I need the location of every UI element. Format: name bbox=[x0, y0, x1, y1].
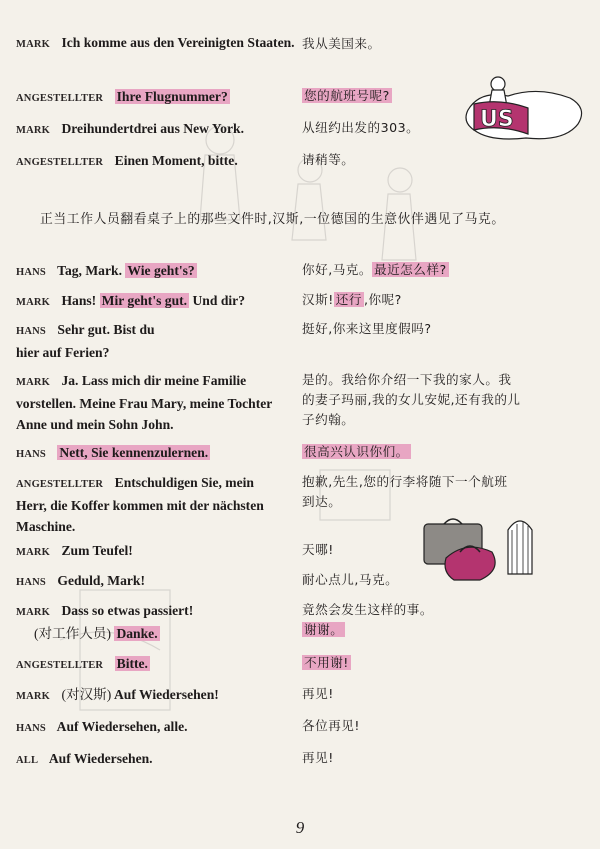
german-line bbox=[16, 748, 301, 771]
chinese-line: 是的。我给你介绍一下我的家人。我的妻子玛丽,我的女儿安妮,还有我的儿子约翰。 bbox=[302, 372, 521, 427]
speaker-label: HANS bbox=[16, 326, 46, 337]
chinese-line: 各位再见! bbox=[302, 718, 360, 733]
german-text: Auf Wiedersehen. bbox=[48, 751, 153, 766]
chinese-line bbox=[302, 600, 532, 640]
chinese-line bbox=[302, 290, 532, 310]
german-text: Hans! bbox=[61, 293, 97, 308]
german-text: Sehr gut. Bist du hier auf Ferien? bbox=[16, 322, 155, 360]
chinese-line: 挺好,你来这里度假吗? bbox=[302, 321, 432, 336]
highlighted-phrase: 最近怎么样? bbox=[373, 262, 447, 277]
speaker-label: MARK bbox=[16, 377, 51, 388]
speaker-label: MARK bbox=[16, 39, 51, 50]
speaker-label: MARK bbox=[16, 691, 51, 702]
us-sign-illustration bbox=[460, 68, 590, 150]
german-line bbox=[16, 570, 301, 593]
chinese-line: 我从美国来。 bbox=[302, 36, 381, 51]
highlighted-phrase: 谢谢。 bbox=[304, 622, 344, 637]
chinese-text: 汉斯! bbox=[302, 292, 334, 307]
german-text: Ich komme aus den Vereinigten Staaten. bbox=[61, 35, 295, 50]
chinese-line bbox=[302, 653, 532, 673]
stage-direction: (对工作人员) bbox=[34, 626, 112, 641]
highlighted-phrase: Wie geht's? bbox=[127, 263, 195, 278]
chinese-line: 抱歉,先生,您的行李将随下一个航班到达。 bbox=[302, 474, 508, 509]
highlighted-phrase: 很高兴认识你们。 bbox=[304, 444, 409, 459]
chinese-line: 再见! bbox=[302, 750, 334, 765]
chinese-text: 竟然会发生这样的事。 bbox=[302, 602, 433, 617]
highlighted-phrase: Danke. bbox=[116, 626, 158, 641]
german-line bbox=[16, 370, 301, 435]
german-line bbox=[16, 150, 301, 173]
highlighted-phrase: Ihre Flugnummer? bbox=[116, 89, 228, 104]
speaker-label: ANGESTELLTER bbox=[16, 479, 104, 490]
speaker-label: ANGESTELLTER bbox=[16, 93, 104, 104]
speaker-label: MARK bbox=[16, 297, 51, 308]
speaker-label: HANS bbox=[16, 577, 46, 588]
german-text: Auf Wiedersehen! bbox=[113, 687, 219, 702]
german-line bbox=[16, 319, 176, 363]
german-line bbox=[16, 653, 301, 676]
speaker-label: HANS bbox=[16, 267, 46, 278]
chinese-line: 耐心点儿,马克。 bbox=[302, 572, 399, 587]
german-text: Auf Wiedersehen, alle. bbox=[56, 719, 188, 734]
german-line bbox=[16, 600, 301, 644]
speaker-label: ANGESTELLTER bbox=[16, 157, 104, 168]
german-text: Entschuldigen Sie, mein Herr, die Koffer kommen mit der nächsten Maschine. bbox=[16, 475, 264, 534]
german-line bbox=[16, 118, 301, 141]
chinese-line: 再见! bbox=[302, 686, 334, 701]
narration-text: 正当工作人员翻看桌子上的那些文件时,汉斯,一位德国的生意伙伴遇见了马克。 bbox=[40, 212, 505, 227]
highlighted-phrase: 不用谢! bbox=[304, 655, 349, 670]
german-line bbox=[16, 472, 286, 537]
german-text: Dass so etwas passiert! bbox=[61, 603, 194, 618]
chinese-line bbox=[302, 442, 532, 462]
german-text: Einen Moment, bitte. bbox=[114, 153, 238, 168]
chinese-line bbox=[302, 260, 532, 280]
german-line bbox=[16, 540, 301, 563]
page-number: 9 bbox=[295, 818, 305, 837]
german-line bbox=[16, 32, 301, 55]
highlighted-phrase: 还行 bbox=[335, 292, 362, 307]
us-sign-text: US bbox=[480, 107, 514, 132]
chinese-text: ,你呢? bbox=[363, 292, 402, 307]
german-line bbox=[16, 716, 301, 739]
german-text: Und dir? bbox=[192, 293, 245, 308]
german-line bbox=[16, 290, 301, 313]
chinese-line: 请稍等。 bbox=[302, 152, 355, 167]
highlighted-phrase: Bitte. bbox=[116, 656, 148, 671]
chinese-text: 你好,马克。 bbox=[302, 262, 372, 277]
german-text: Ja. Lass mich dir meine Familie vorstellen. Meine Frau Mary, meine Tochter Anne und mein Sohn John. bbox=[16, 373, 273, 432]
stage-direction: (对汉斯) bbox=[61, 687, 112, 702]
german-line bbox=[16, 684, 301, 707]
highlighted-phrase: Nett, Sie kennenzulernen. bbox=[59, 445, 209, 460]
german-line bbox=[16, 442, 301, 465]
speaker-label: HANS bbox=[16, 723, 46, 734]
highlighted-phrase: Mir geht's gut. bbox=[101, 293, 188, 308]
speaker-label: MARK bbox=[16, 125, 51, 136]
chinese-line: 从纽约出发的303。 bbox=[302, 120, 420, 135]
speaker-label: ANGESTELLTER bbox=[16, 660, 104, 671]
german-text: Tag, Mark. bbox=[57, 263, 122, 278]
highlighted-phrase: 您的航班号呢? bbox=[304, 88, 390, 103]
german-line bbox=[16, 86, 301, 109]
speaker-label: ALL bbox=[16, 755, 39, 766]
german-text: Dreihundertdrei aus New York. bbox=[61, 121, 244, 136]
chinese-line: 天哪! bbox=[302, 542, 334, 557]
german-line bbox=[16, 260, 301, 283]
german-text: Zum Teufel! bbox=[61, 543, 133, 558]
german-text: Geduld, Mark! bbox=[57, 573, 145, 588]
speaker-label: HANS bbox=[16, 449, 46, 460]
speaker-label: MARK bbox=[16, 547, 51, 558]
speaker-label: MARK bbox=[16, 607, 51, 618]
